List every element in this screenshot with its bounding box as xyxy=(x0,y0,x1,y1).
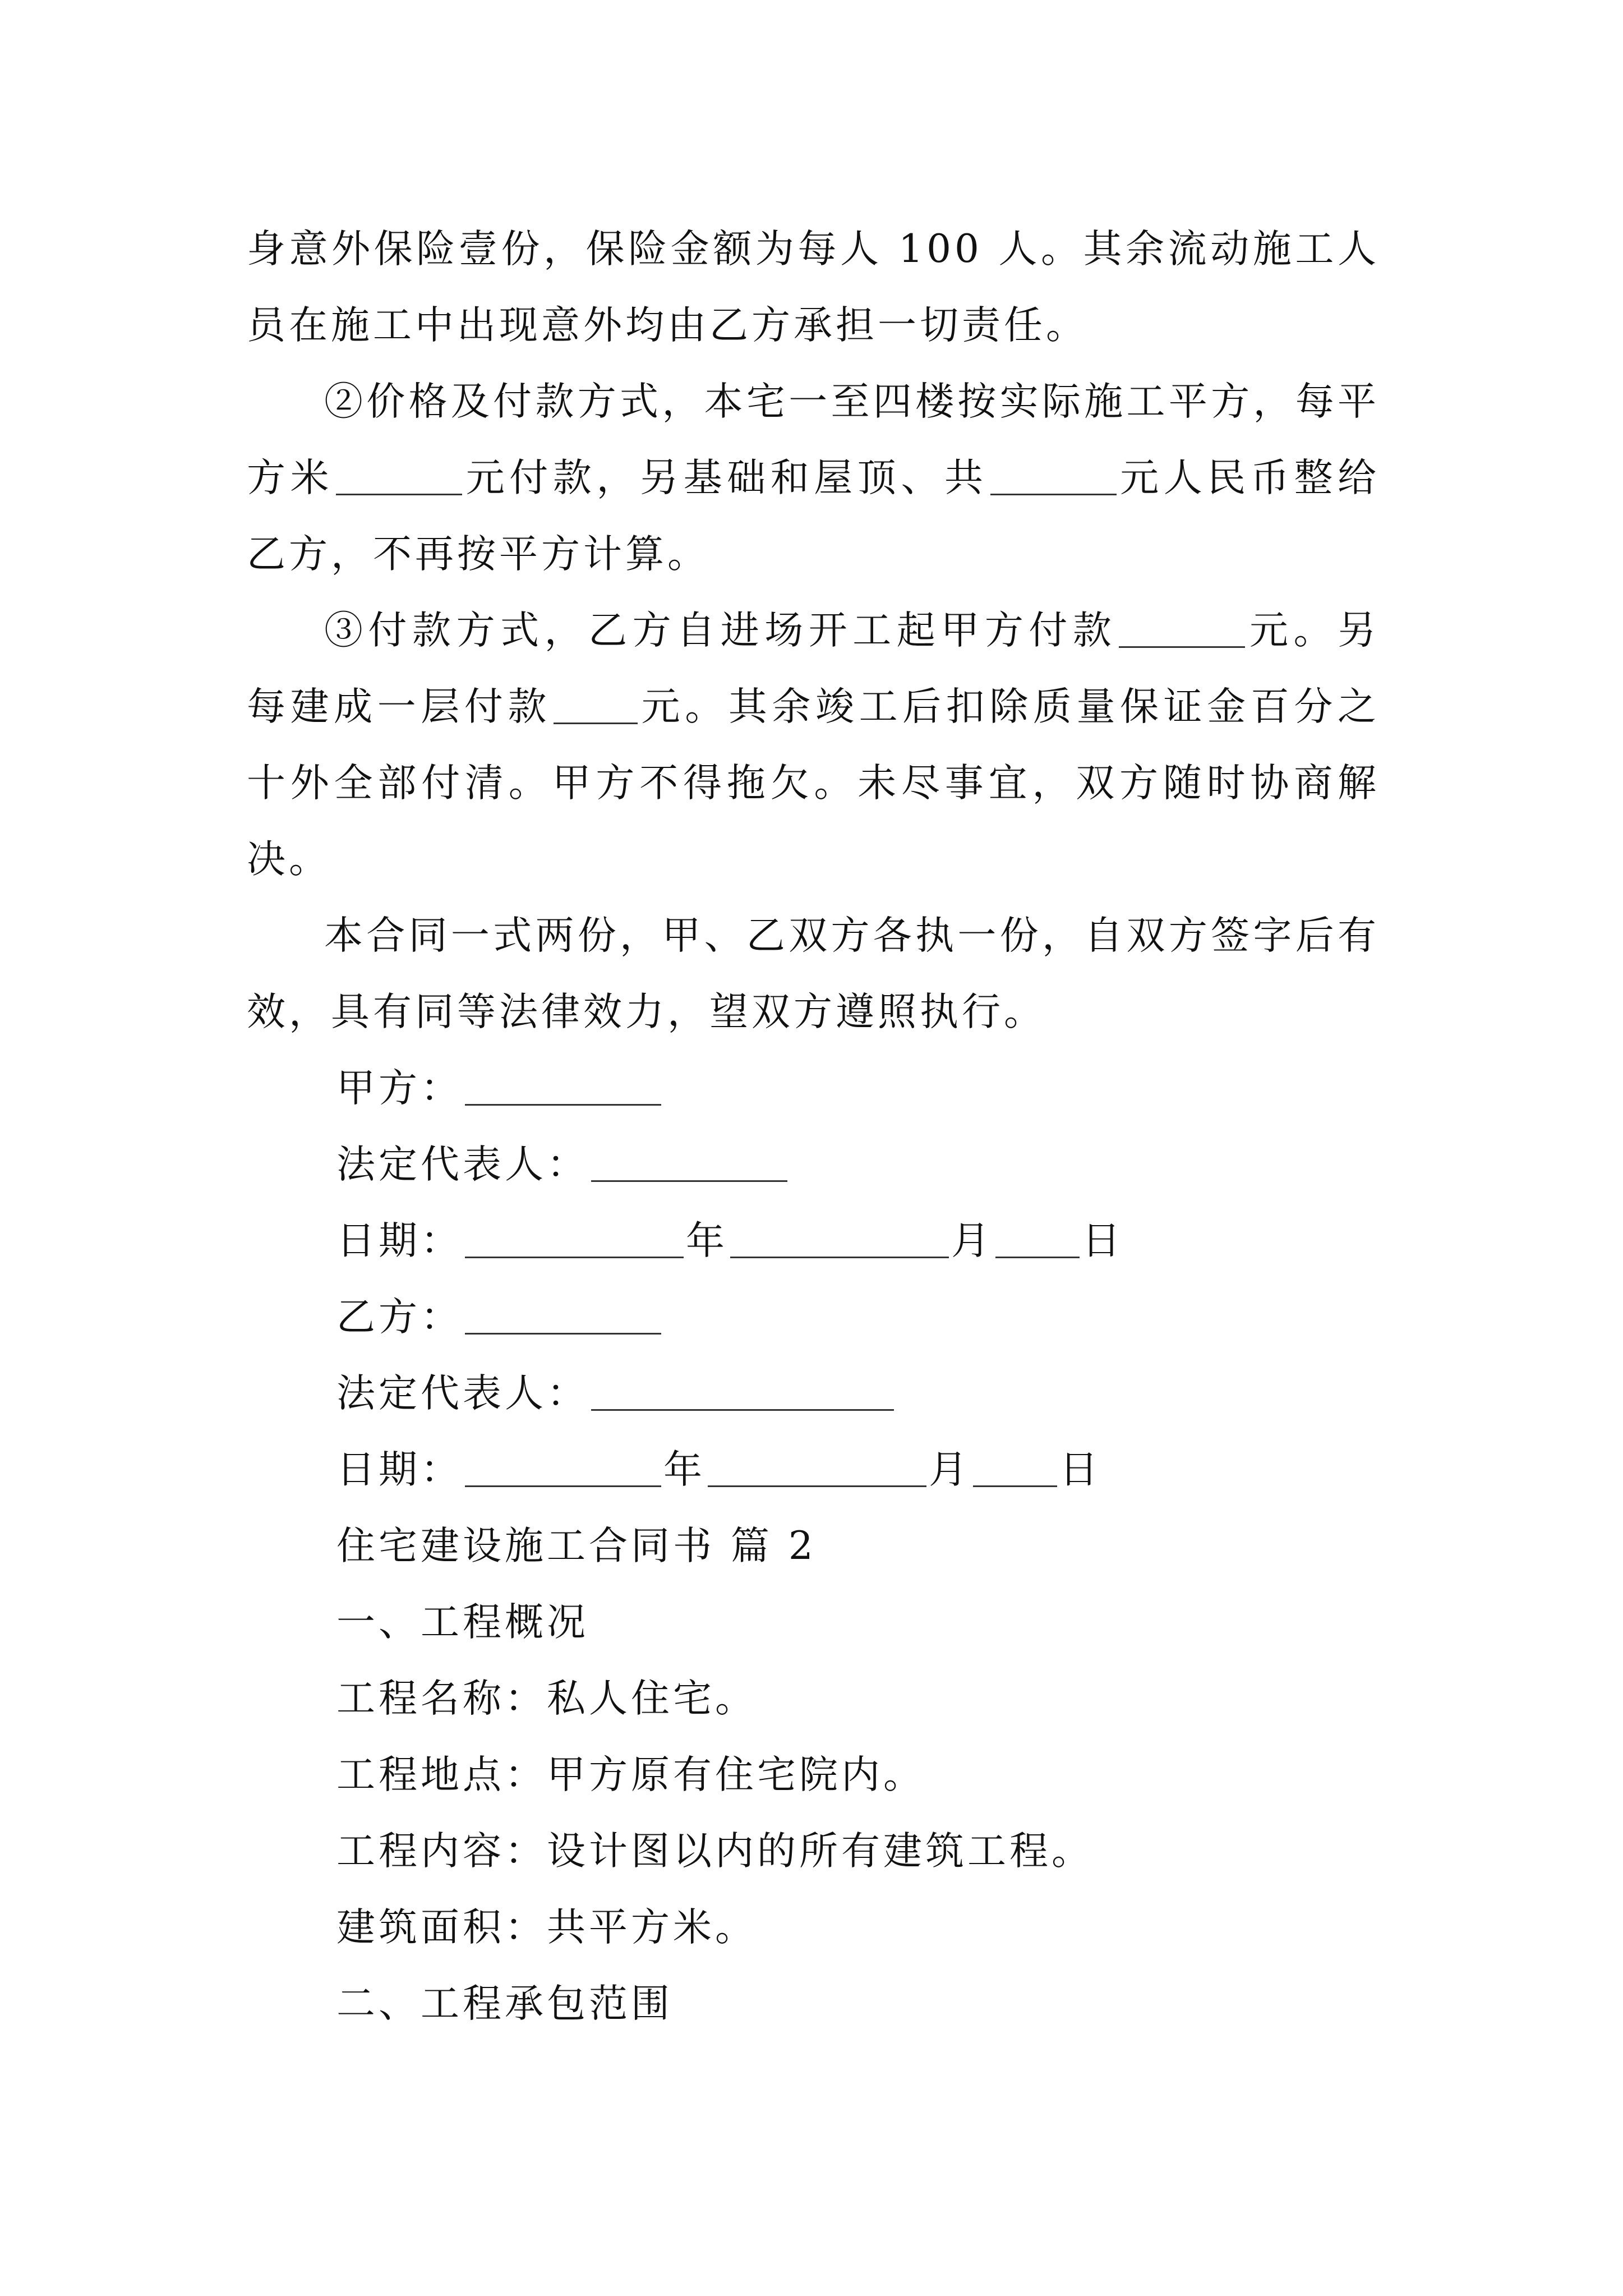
party-b-line xyxy=(247,1279,1380,1355)
party-b-blank[interactable] xyxy=(465,1294,661,1335)
date-a-month-blank[interactable] xyxy=(730,1218,949,1258)
date-b-month: 月 xyxy=(929,1447,971,1492)
rep-b-label: 法定代表人： xyxy=(336,1371,589,1416)
payment-text-b: 元。另每建成一层付款 xyxy=(247,608,1380,729)
rep-b-blank[interactable] xyxy=(591,1370,894,1411)
project-name-line: 工程名称：私人住宅。 xyxy=(336,1676,757,1721)
initial-payment-blank[interactable] xyxy=(1119,608,1245,648)
party-b-label: 乙方： xyxy=(336,1295,463,1340)
date-a-label: 日期： xyxy=(336,1218,463,1263)
document-body xyxy=(247,211,1380,2042)
party-a-line xyxy=(247,1050,1380,1126)
date-a-year-blank[interactable] xyxy=(465,1218,684,1258)
date-b-month-blank[interactable] xyxy=(708,1447,926,1487)
payment-text-a: ③付款方式，乙方自进场开工起甲方付款 xyxy=(324,608,1117,653)
project-location-line: 工程地点：甲方原有住宅院内。 xyxy=(336,1752,925,1797)
paragraph-payment xyxy=(247,592,1380,898)
section-2-heading-overview: 一、工程概况 xyxy=(336,1600,589,1645)
paragraph-insurance: 身意外保险壹份，保险金额为每人 100 人。其余流动施工人员在施工中出现意外均由乙方承担一切责任。 xyxy=(247,227,1380,348)
building-area-line: 建筑面积：共平方米。 xyxy=(336,1905,757,1950)
price-text-a: ②价格及付款方式，本宅一至四楼按实际施工平方，每平方米 xyxy=(247,379,1380,500)
price-text-b: 元付款，另基础和屋顶、共 xyxy=(464,455,988,500)
date-a-year: 年 xyxy=(686,1218,728,1263)
payment-text-c: 元。其余竣工后扣除质量保证金百分之十外全部付清。甲方不得拖欠。未尽事宜，双方随时协商解决。 xyxy=(247,684,1380,882)
per-floor-payment-blank[interactable] xyxy=(554,684,638,724)
paragraph-validity: 本合同一式两份，甲、乙双方各执一份，自双方签字后有效，具有同等法律效力，望双方遵照执行。 xyxy=(247,913,1380,1034)
price-text-c: 元人民币整给乙方，不再按平方计算。 xyxy=(247,455,1380,577)
date-a-month: 月 xyxy=(951,1218,993,1263)
rep-a-blank[interactable] xyxy=(591,1142,787,1182)
party-a-blank[interactable] xyxy=(465,1065,661,1106)
rep-a-line xyxy=(247,1126,1380,1203)
paragraph-price xyxy=(247,364,1380,592)
date-b-year-blank[interactable] xyxy=(465,1447,661,1487)
date-b-line xyxy=(247,1432,1380,1508)
date-a-day-blank[interactable] xyxy=(995,1218,1080,1258)
section-2-title: 住宅建设施工合同书 篇 2 xyxy=(336,1524,817,1568)
project-content-line: 工程内容：设计图以内的所有建筑工程。 xyxy=(336,1829,1094,1874)
party-a-label: 甲方： xyxy=(336,1066,463,1111)
section-2-heading-scope: 二、工程承包范围 xyxy=(336,1981,673,2026)
date-b-year: 年 xyxy=(663,1447,706,1492)
date-b-day-blank[interactable] xyxy=(973,1447,1057,1487)
rep-b-line xyxy=(247,1355,1380,1432)
date-a-day: 日 xyxy=(1082,1218,1124,1263)
date-a-line xyxy=(247,1203,1380,1279)
date-b-day: 日 xyxy=(1059,1447,1101,1492)
total-price-blank[interactable] xyxy=(990,455,1117,495)
price-per-sqm-blank[interactable] xyxy=(336,455,462,495)
date-b-label: 日期： xyxy=(336,1447,463,1492)
rep-a-label: 法定代表人： xyxy=(336,1142,589,1187)
